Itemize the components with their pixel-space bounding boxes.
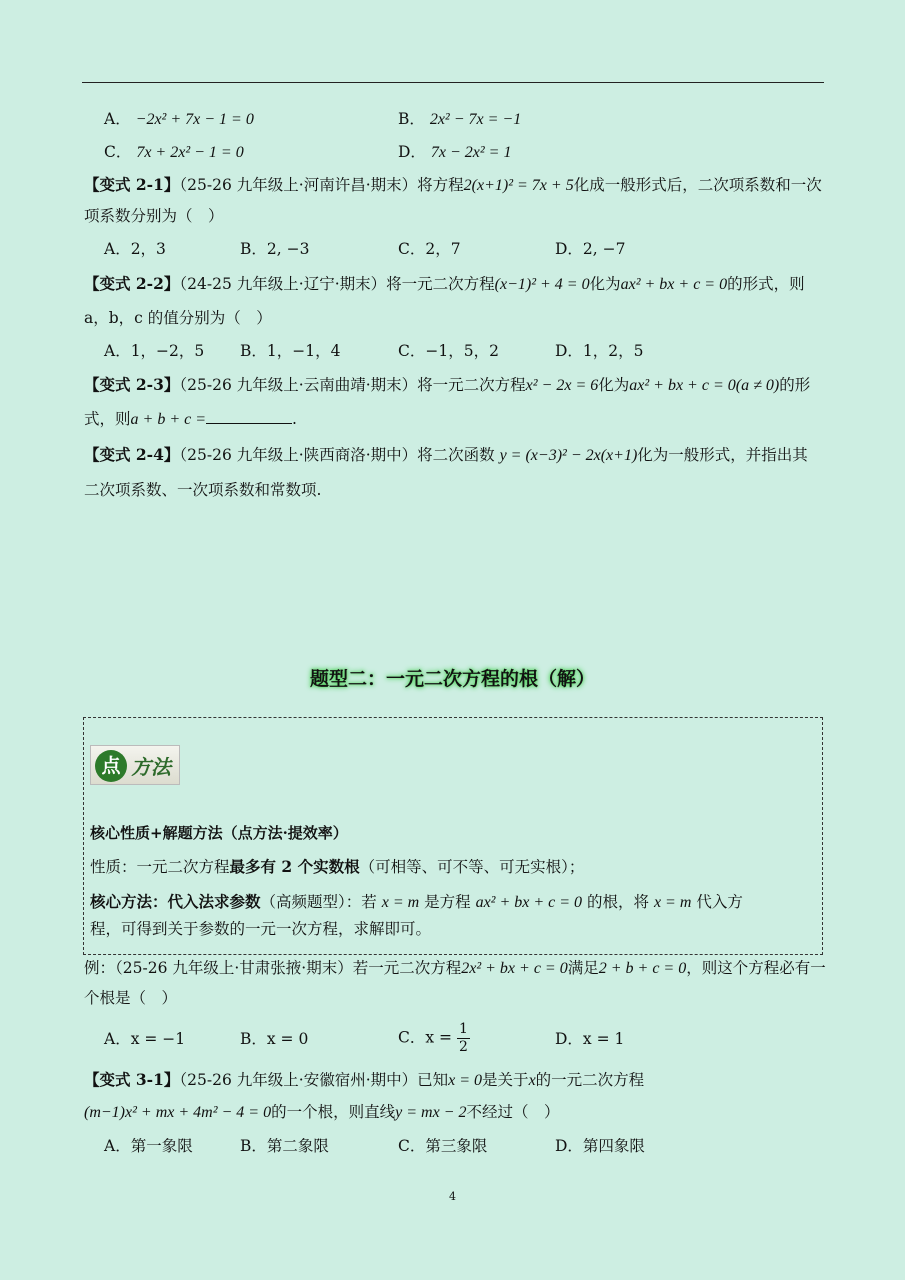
variant-2-1-option-b: B．2, −3 bbox=[240, 240, 310, 258]
method-core-line2: 程，可得到关于参数的一元一次方程，求解即可。 bbox=[90, 920, 432, 938]
option-b: B． 2x² − 7x = −1 bbox=[398, 110, 522, 128]
variant-3-1-option-d: D．第四象限 bbox=[555, 1137, 645, 1155]
header-rule bbox=[82, 82, 824, 83]
method-heading: 核心性质+解题方法（点方法·提效率） bbox=[90, 824, 348, 842]
option-c-expr: 7x + 2x² − 1 = 0 bbox=[136, 144, 244, 161]
variant-2-2-option-a: A．1，−2，5 bbox=[104, 342, 205, 360]
answer-blank[interactable] bbox=[206, 409, 292, 424]
example-option-d: D．x = 1 bbox=[555, 1030, 625, 1048]
option-d-expr: 7x − 2x² = 1 bbox=[430, 144, 512, 161]
variant-2-2-line1: 【变式 2-2】（24-25 九年级上·辽宁·期末）将一元二次方程(x−1)² + 4 = 0化为ax² + bx + c = 0的形式，则 bbox=[84, 274, 805, 293]
variant-3-1-line1: 【变式 3-1】（25-26 九年级上·安徽宿州·期中）已知x = 0是关于x的一元二次方程 bbox=[84, 1070, 645, 1089]
variant-2-2-option-c: C．−1，5，2 bbox=[398, 342, 499, 360]
example-option-b: B．x = 0 bbox=[240, 1030, 309, 1048]
variant-3-1-option-b: B．第二象限 bbox=[240, 1137, 329, 1155]
example-line1: 例：（25-26 九年级上·甘肃张掖·期末）若一元二次方程2x² + bx + c = 0满足2 + b + c = 0，则这个方程必有一 bbox=[84, 959, 826, 977]
variant-2-1-option-d: D．2, −7 bbox=[555, 240, 626, 258]
option-a-expr: −2x² + 7x − 1 = 0 bbox=[135, 111, 254, 128]
method-badge: 点 方法 bbox=[90, 745, 180, 785]
option-b-expr: 2x² − 7x = −1 bbox=[429, 111, 522, 128]
badge-dot-icon: 点 bbox=[95, 750, 127, 782]
variant-2-3-line2: 式，则a + b + c = . bbox=[84, 410, 297, 428]
option-d: D． 7x − 2x² = 1 bbox=[398, 143, 512, 161]
variant-2-2-option-d: D．1，2，5 bbox=[555, 342, 644, 360]
variant-2-1-line1: 【变式 2-1】（25-26 九年级上·河南许昌·期末）将方程2(x+1)² = 7x + 5化成一般形式后，二次项系数和一次 bbox=[84, 175, 822, 194]
variant-3-1-option-a: A．第一象限 bbox=[104, 1137, 193, 1155]
variant-2-4-line2: 二次项系数、一次项系数和常数项. bbox=[84, 481, 322, 499]
variant-3-1-line2: (m−1)x² + mx + 4m² − 4 = 0的一个根，则直线y = mx − 2不经过（ ） bbox=[84, 1103, 560, 1121]
variant-2-1-option-a: A．2，3 bbox=[104, 240, 166, 258]
method-core-line1: 核心方法：代入法求参数（高频题型）：若 x = m 是方程 ax² + bx + c = 0 的根，将 x = m 代入方 bbox=[90, 892, 743, 911]
variant-2-1-line2: 项系数分别为（ ） bbox=[84, 207, 224, 225]
method-property: 性质：一元二次方程最多有 2 个实数根（可相等、可不等、可无实根）； bbox=[90, 857, 585, 876]
page-number: 4 bbox=[449, 1190, 456, 1203]
variant-3-1-option-c: C．第三象限 bbox=[398, 1137, 488, 1155]
variant-2-2-option-b: B．1，−1，4 bbox=[240, 342, 341, 360]
variant-2-4-line1: 【变式 2-4】（25-26 九年级上·陕西商洛·期中）将二次函数 y = (x−3)² − 2x(x+1)化为一般形式，并指出其 bbox=[84, 445, 808, 464]
fraction-one-half: $\frac{1}{2}$ bbox=[458, 1021, 468, 1055]
section-title: 题型二：一元二次方程的根（解） bbox=[309, 668, 595, 690]
variant-2-3-line1: 【变式 2-3】（25-26 九年级上·云南曲靖·期末）将一元二次方程x² − 2x = 6化为ax² + bx + c = 0(a ≠ 0)的形 bbox=[84, 375, 811, 394]
example-option-c: C．x = $\frac{1}{2}$ bbox=[398, 1021, 468, 1055]
example-option-a: A．x = −1 bbox=[104, 1030, 186, 1048]
variant-2-2-line2: a，b，c 的值分别为（ ） bbox=[84, 309, 272, 327]
option-a: A． −2x² + 7x − 1 = 0 bbox=[104, 110, 254, 128]
option-c: C． 7x + 2x² − 1 = 0 bbox=[104, 143, 244, 161]
variant-2-1-option-c: C．2，7 bbox=[398, 240, 461, 258]
example-line2: 个根是（ ） bbox=[84, 989, 178, 1007]
